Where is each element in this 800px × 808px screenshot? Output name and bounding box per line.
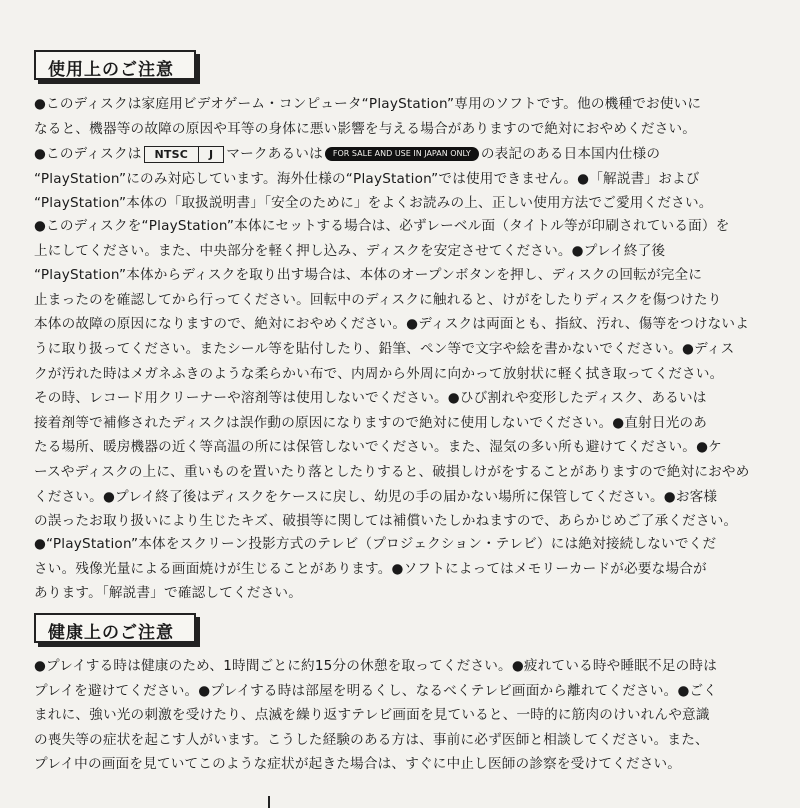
text-line: ●このディスクを“PlayStation”本体にセットする場合は、必ずレーベル面（タイトル等が印刷されている面）を [34,218,730,234]
text-line: “PlayStation”にのみ対応しています。海外仕様の“PlayStation”では使用できません。●「解説書」および [34,170,700,187]
text-line: 接着剤等で補修されたディスクは誤作動の原因になりますので絶対に使用しないでください。●直射日光のあ [34,414,708,431]
text-line: たる場所、暖房機器の近く等高温の所には保管しないでください。また、湿気の多い所も避けてください。●ケ [34,439,722,456]
usage-paragraph-1 [34,92,774,141]
text-line: まれに、強い光の刺激を受けたり、点滅を繰り返すテレビ画面を見ていると、一時的に筋肉のけいれんや意識 [34,707,710,724]
crop-mark [268,796,270,808]
text-line-with-marks [34,142,774,167]
text-line: プレイ中の画面を見ていてこのような症状が起きた場合は、すぐに中止し医師の診察を受けてください。 [34,756,682,773]
text-line: の喪失等の症状を起こす人がいます。こうした経験のある方は、事前に必ず医師と相談してください。また、 [34,731,709,748]
usage-paragraph-3 [34,214,774,534]
text-line: プレイを避けてください。●プレイする時は部屋を明るくし、なるべくテレビ画面から離れてください。●ごく [34,682,718,699]
text-line: ●“PlayStation”本体をスクリーン投影方式のテレビ（プロジェクション・テレビ）には絶対接続しないでくだ [34,536,717,552]
section-title-usage: 使用上のご注意 [48,60,174,80]
text-fragment: の表記のある日本国内仕様の [480,146,661,162]
text-line: その時、レコード用クリーナーや溶剤等は使用しないでください。●ひび割れや変形したディスク、あるいは [34,390,707,407]
text-line: クが汚れた時はメガネふきのような柔らかい布で、内周から外周に向かって放射状に軽く拭き取ってください。 [34,365,724,382]
text-line: 本体の故障の原因になりますので、絶対におやめください。●ディスクは両面とも、指紋、汚れ、傷等をつけないよ [34,316,749,333]
text-line: 上にしてください。また、中央部分を軽く押し込み、ディスクを安定させてください。●プレイ終了後 [34,242,666,259]
text-line: ください。●プレイ終了後はディスクをケースに戻し、幼児の手の届かない場所に保管してください。●お客様 [34,488,718,505]
text-line: あります。「解説書」で確認してください。 [34,585,302,602]
text-line: ースやディスクの上に、重いものを置いたり落としたりすると、破損しけがをすることがありますので絶対におやめ [34,463,750,480]
text-line: さい。残像光量による画面焼けが生じることがあります。●ソフトによってはメモリーカードが必要な場合が [34,560,707,577]
japan-only-mark: FOR SALE AND USE IN JAPAN ONLY [325,147,479,161]
usage-paragraph-4 [34,532,774,606]
text-line: なると、機器等の故障の原因や耳等の身体に悪い影響を与える場合がありますので絶対におやめください。 [34,120,697,137]
usage-paragraph-2 [34,142,774,216]
text-line: うに取り扱ってください。またシール等を貼付したり、鉛筆、ペン等で文字や絵を書かないでください。●ディス [34,340,735,357]
ntsc-j-mark [144,146,225,163]
text-fragment: マークあるいは [226,146,323,162]
text-line: の誤ったお取り扱いにより生じたキズ、破損等に関しては補償いたしかねますので、あらかじめご了承ください。 [34,513,738,530]
text-line: “PlayStation”本体の「取扱説明書」「安全のために」をよくお読みの上、正しい使用方法でご愛用ください。 [34,195,713,212]
region-j-label: J [198,147,223,162]
text-line: ●このディスクは家庭用ビデオゲーム・コンピュータ“PlayStation”専用のソフトです。他の機種でお使いに [34,96,702,112]
ntsc-label: NTSC [154,147,189,161]
text-line: 止まったのを確認してから行ってください。回転中のディスクに触れると、けがをしたりディスクを傷つけたり [34,291,722,308]
text-line: ●プレイする時は健康のため、1時間ごとに約15分の休憩を取ってください。●疲れている時や睡眠不足の時は [34,658,718,674]
text-fragment: ●このディスクは [34,146,142,162]
section-heading-health [34,613,196,643]
health-paragraph [34,654,774,777]
section-title-health: 健康上のご注意 [48,623,174,643]
text-line: “PlayStation”本体からディスクを取り出す場合は、本体のオープンボタンを押し、ディスクの回転が完全に [34,267,703,284]
section-heading-usage [34,50,196,80]
